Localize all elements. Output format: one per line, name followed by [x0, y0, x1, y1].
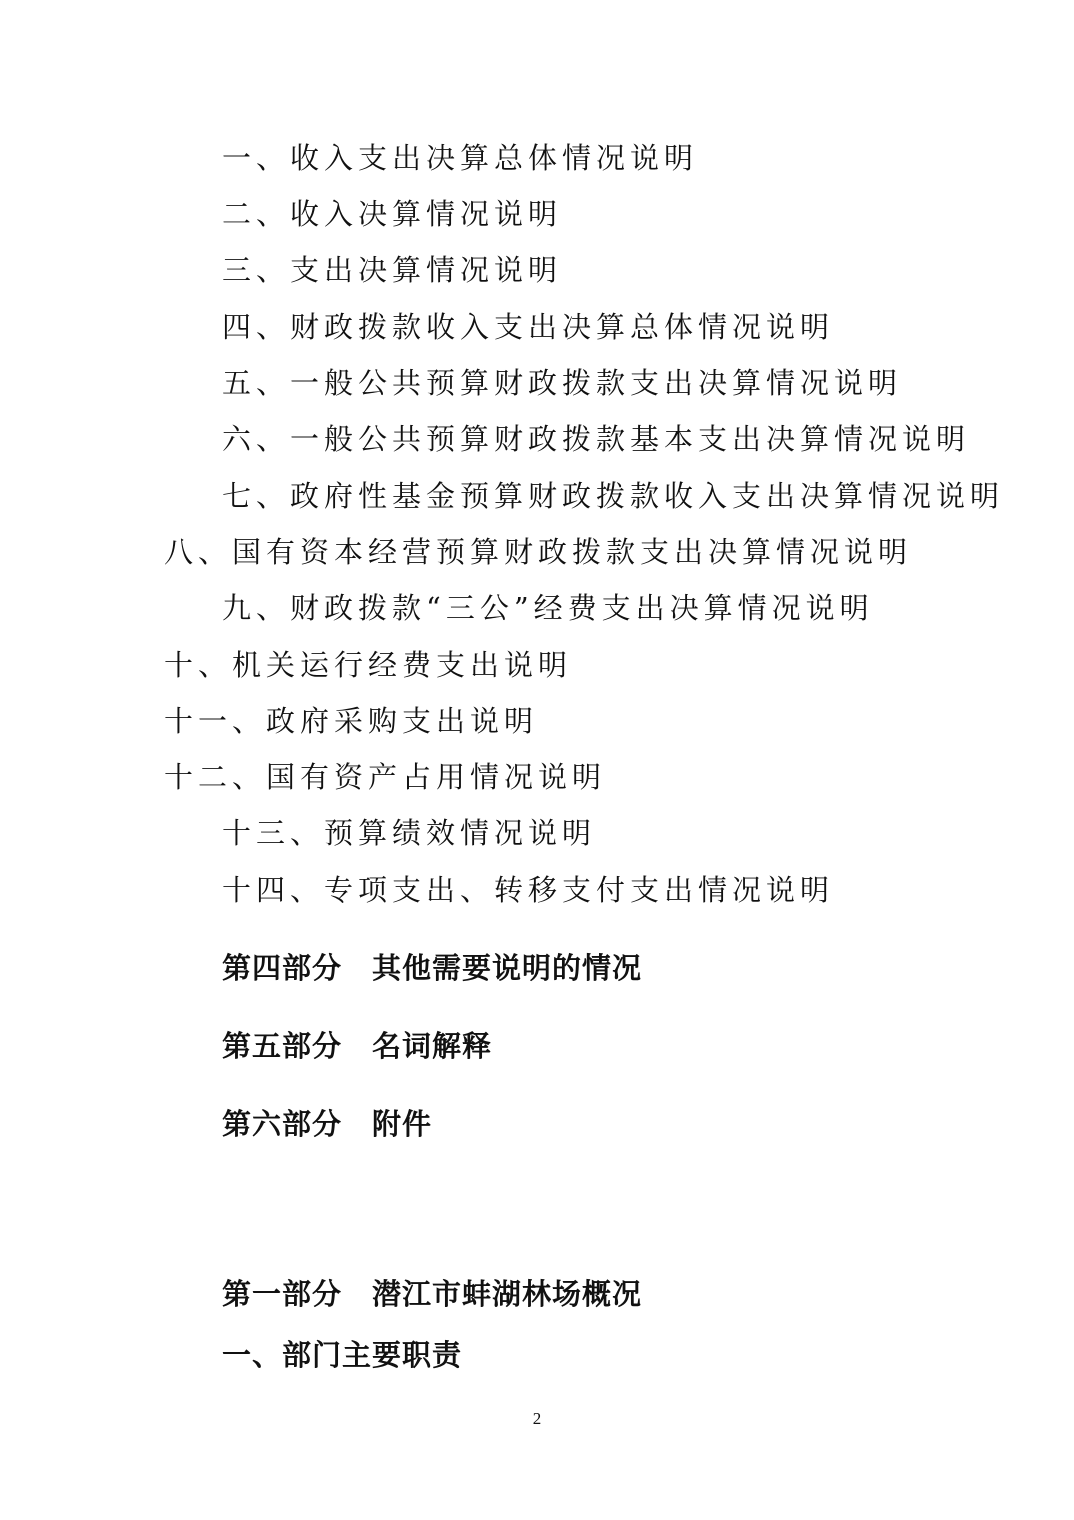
toc-item: 七、政府性基金预算财政拨款收入支出决算情况说明 [222, 479, 1005, 513]
toc-item: 四、财政拨款收入支出决算总体情况说明 [222, 310, 835, 344]
part-label: 第四部分 [222, 951, 343, 985]
toc-part-six [222, 1105, 432, 1143]
toc-item: 九、财政拨款“三公”经费支出决算情况说明 [222, 591, 874, 625]
toc-item: 十四、专项支出、转移支付支出情况说明 [222, 873, 835, 907]
toc-item: 二、收入决算情况说明 [222, 197, 563, 231]
toc-part-four [222, 949, 642, 987]
section-heading: 一、部门主要职责 [222, 1338, 463, 1372]
toc-item: 十一、政府采购支出说明 [164, 704, 539, 738]
toc-item: 五、一般公共预算财政拨款支出决算情况说明 [222, 366, 903, 400]
toc-item: 八、国有资本经营预算财政拨款支出决算情况说明 [164, 535, 913, 569]
toc-item: 十三、预算绩效情况说明 [222, 816, 597, 850]
part-title: 其他需要说明的情况 [372, 951, 643, 985]
toc-item: 十、机关运行经费支出说明 [164, 648, 573, 682]
part-one-heading [222, 1275, 642, 1313]
part-title: 名词解释 [372, 1029, 493, 1063]
toc-item: 六、一般公共预算财政拨款基本支出决算情况说明 [222, 422, 971, 456]
part-label: 第一部分 [222, 1277, 343, 1311]
toc-part-five [222, 1027, 492, 1065]
part-label: 第六部分 [222, 1107, 343, 1141]
part-title: 潜江市蚌湖林场概况 [372, 1277, 643, 1311]
part-label: 第五部分 [222, 1029, 343, 1063]
page-number: 2 [532, 1409, 542, 1428]
toc-item: 一、收入支出决算总体情况说明 [222, 141, 699, 175]
part-title: 附件 [372, 1107, 433, 1141]
toc-item: 三、支出决算情况说明 [222, 253, 563, 287]
toc-item: 十二、国有资产占用情况说明 [164, 760, 607, 794]
